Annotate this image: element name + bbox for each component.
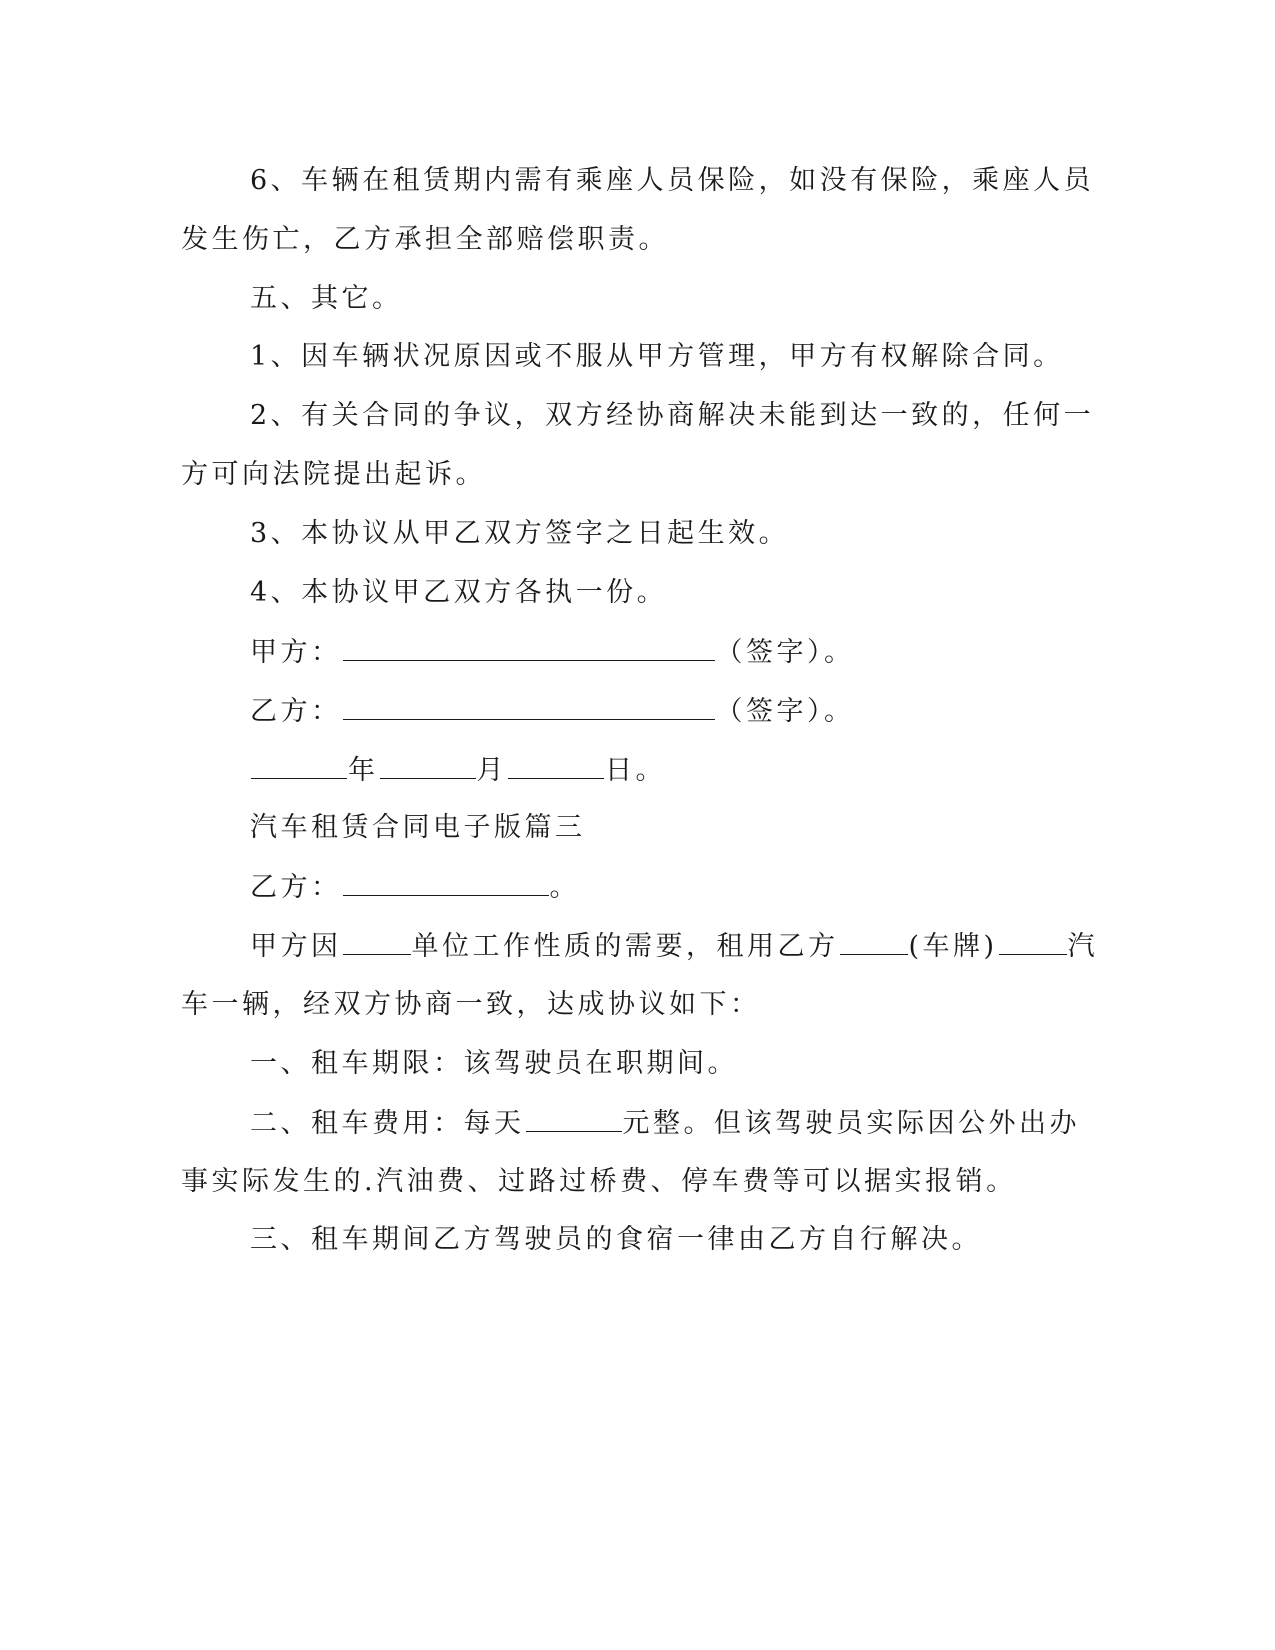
intro-line-1: [250, 928, 1098, 965]
signature-party-a-blank[interactable]: [343, 634, 715, 661]
item-3: 3、本协议从甲乙双方签字之日起生效。: [250, 518, 790, 549]
intro-text-1: 甲方因: [250, 931, 342, 962]
party-b-name-blank[interactable]: [840, 928, 908, 955]
signature-date: [250, 752, 666, 789]
article-2-line-2: 事实际发生的.汽油费、过路过桥费、停车费等可以据实报销。: [181, 1166, 1017, 1197]
article-1: 一、租车期限：该驾驶员在职期间。: [250, 1048, 738, 1079]
date-day-blank[interactable]: [508, 752, 604, 779]
daily-fee-blank[interactable]: [526, 1105, 622, 1132]
date-day-label: 日。: [605, 755, 666, 786]
item-2-line-2: 方可向法院提出起诉。: [181, 459, 486, 490]
intro-text-2: 单位工作性质的需要，租用乙方: [411, 931, 839, 962]
signature-party-a-label: 甲方：: [250, 637, 342, 668]
intro-text-4: 汽: [1067, 931, 1099, 962]
party-b-field: [250, 869, 580, 906]
plate-number-blank[interactable]: [999, 928, 1067, 955]
section-heading-part-3: 汽车租赁合同电子版篇三: [250, 812, 586, 843]
signature-party-b-blank[interactable]: [343, 693, 715, 720]
date-month-label: 月: [476, 755, 507, 786]
party-b-label: 乙方：: [250, 872, 342, 903]
unit-name-blank[interactable]: [343, 928, 411, 955]
article-2-text-2: 元整。但该驾驶员实际因公外出办: [622, 1108, 1080, 1139]
signature-party-b: [250, 693, 855, 730]
party-b-blank[interactable]: [343, 869, 549, 896]
clause-6-line-2: 发生伤亡，乙方承担全部赔偿职责。: [181, 224, 669, 255]
date-year-label: 年: [348, 755, 379, 786]
signature-party-a-suffix: （签字）。: [715, 637, 855, 668]
intro-text-3: (车牌): [908, 931, 998, 962]
date-month-blank[interactable]: [380, 752, 476, 779]
item-1: 1、因车辆状况原因或不服从甲方管理，甲方有权解除合同。: [250, 341, 1064, 372]
signature-party-a: [250, 634, 855, 671]
article-3: 三、租车期间乙方驾驶员的食宿一律由乙方自行解决。: [250, 1224, 982, 1255]
date-year-blank[interactable]: [251, 752, 347, 779]
article-2-text-1: 二、租车费用：每天: [250, 1108, 525, 1139]
signature-party-b-label: 乙方：: [250, 696, 342, 727]
section-5-heading: 五、其它。: [250, 283, 403, 314]
item-2-line-1: 2、有关合同的争议，双方经协商解决未能到达一致的，任何一: [250, 400, 1095, 431]
party-b-suffix: 。: [549, 872, 580, 903]
item-4: 4、本协议甲乙双方各执一份。: [250, 577, 668, 608]
clause-6-line-1: 6、车辆在租赁期内需有乘座人员保险，如没有保险，乘座人员: [250, 165, 1095, 196]
intro-line-2: 车一辆，经双方协商一致，达成协议如下：: [181, 989, 761, 1020]
signature-party-b-suffix: （签字）。: [715, 696, 855, 727]
article-2-line-1: [250, 1105, 1080, 1142]
